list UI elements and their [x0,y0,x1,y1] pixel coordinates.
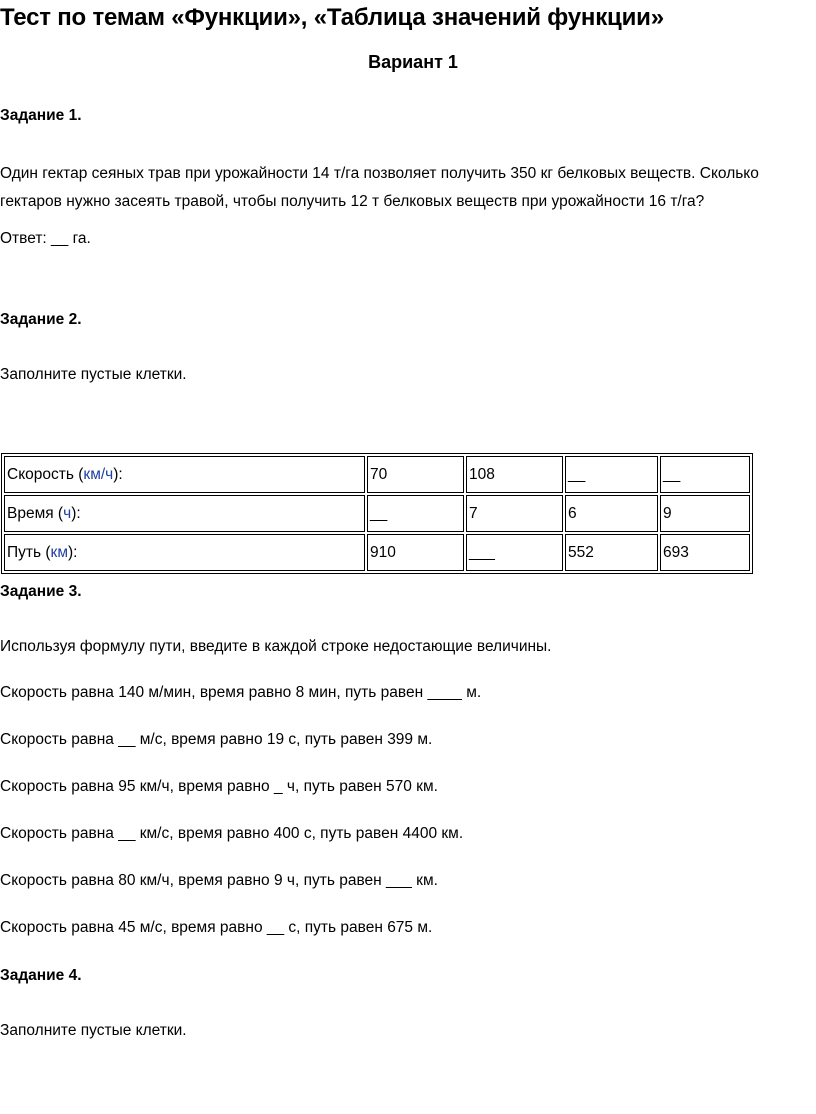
table-cell: __ [660,456,750,493]
table-row [4,534,750,571]
table-row [4,456,750,493]
variant-heading: Вариант 1 [368,52,458,72]
table-cell: 693 [660,534,750,571]
task1-heading: Задание 1. [0,107,82,124]
table-cell: __ [367,495,464,532]
table-row [4,495,750,532]
table-cell: 7 [466,495,563,532]
table-cell: ___ [466,534,563,571]
table-cell: 9 [660,495,750,532]
unit-label: ч [63,504,72,522]
task3-line: Скорость равна 45 м/с, время равно __ с, путь равен 675 м. [0,919,433,936]
task1-text: Один гектар сеяных трав при урожайности 14 т/га позволяет получить 350 кг белковых веществ. Сколько гектаров нужно засеять травой, чтобы получить 12 т белковых веществ при урожайности 16 т/га? [0,165,759,210]
task1-answer: Ответ: __ га. [0,230,91,247]
page-title: Тест по темам «Функции», «Таблица значений функции» [0,4,664,31]
values-table [1,453,753,574]
unit-label: км [50,543,68,561]
task2-heading: Задание 2. [0,311,82,328]
task2-instruction: Заполните пустые клетки. [0,366,187,383]
task3-heading: Задание 3. [0,583,82,600]
task3-line: Скорость равна 95 км/ч, время равно _ ч, путь равен 570 км. [0,778,438,795]
table-cell: 70 [367,456,464,493]
task3-instruction: Используя формулу пути, введите в каждой строке недостающие величины. [0,638,552,655]
task4-instruction: Заполните пустые клетки. [0,1022,187,1039]
table-cell: 910 [367,534,464,571]
table-cell: 552 [565,534,658,571]
row-label-time: Время (ч): [4,495,365,532]
task3-line: Скорость равна __ км/с, время равно 400 с, путь равен 4400 км. [0,825,464,842]
task3-line: Скорость равна 80 км/ч, время равно 9 ч, путь равен ___ км. [0,872,438,889]
table-cell: __ [565,456,658,493]
row-label-distance: Путь (км): [4,534,365,571]
task3-line: Скорость равна 140 м/мин, время равно 8 мин, путь равен ____ м. [0,684,482,701]
unit-label: км/ч [83,465,114,483]
table-cell: 6 [565,495,658,532]
task3-line: Скорость равна __ м/с, время равно 19 с, путь равен 399 м. [0,731,433,748]
table-cell: 108 [466,456,563,493]
row-label-speed: Скорость (км/ч): [4,456,365,493]
task4-heading: Задание 4. [0,967,82,984]
